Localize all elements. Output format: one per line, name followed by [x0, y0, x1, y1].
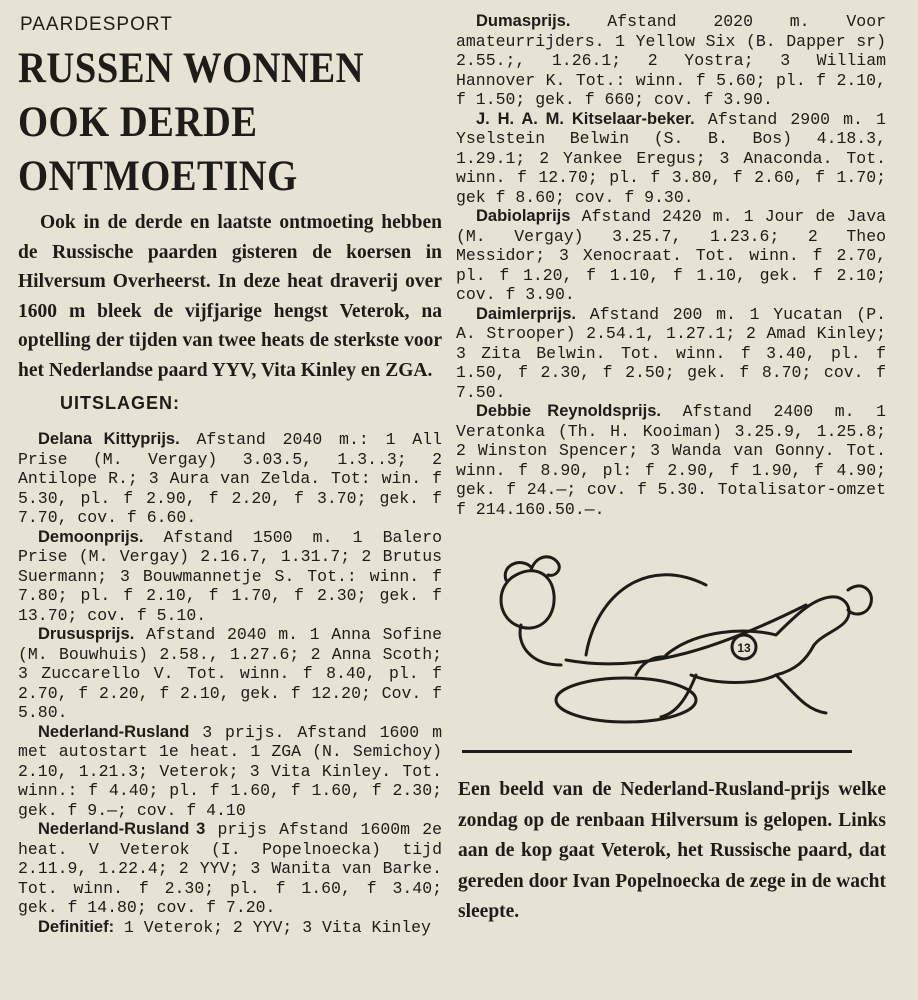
- race-details: 3 prijs. Afstand 1600 m met autostart 1e heat. 1 ZGA (N. Semichoy) 2.10, 1.21.3; Veterok; 3 Vita Kinley. Tot. winn.: f 4.40; pl. f 1.60, f 1.60, f 2.30; gek. f 9.—; cov. f 4.10: [18, 722, 442, 820]
- race-details: Afstand 2400 m. 1 Veratonka (Th. H. Kooiman) 3.25.9, 1.25.8; 2 Winston Spencer; 3 Wanda van Gonny. Tot. winn. f 8.90, pl: f 2.90, f 1.90, f 4.90; gek. f 24.—; cov. f 5.30. Totalisator-omzet f 214.160.50.—.: [456, 402, 887, 519]
- divider-rule: [462, 750, 852, 753]
- results-heading: UITSLAGEN:: [60, 393, 180, 413]
- race-details: Afstand 1500 m. 1 Balero Prise (M. Vergay) 2.16.7, 1.31.7; 2 Brutus Suermann; 3 Bouwmannetje S. Tot.: winn. f 7.80; pl. f 2.10, f 1.70, f 2.30; gek. f 13.70; cov. f 5.10.: [18, 527, 442, 625]
- cartoon-number: 13: [737, 641, 751, 655]
- race-details: Afstand 200 m. 1 Yucatan (P. A. Strooper) 2.54.1, 1.27.1; 2 Amad Kinley; 3 Zita Belwin. Tot. winn. f 3.40, pl. f 1.50, f 2.30, f 2.50; gek. f 8.70; cov. f 7.50.: [456, 304, 886, 402]
- driver-body: [520, 625, 561, 665]
- race-result: [456, 305, 886, 403]
- speed-puff: [848, 586, 871, 614]
- driver-head: [501, 571, 554, 628]
- sulky-wheel: [556, 678, 696, 722]
- race-result: [18, 918, 442, 938]
- horse-body: [666, 597, 849, 683]
- race-details: Afstand 2020 m. Voor amateurrijders. 1 Yellow Six (B. Dapper sr) 2.55.;, 1.26.1; 2 Yostra; 3 William Hannover K. Tot.: winn. f 5.60; pl. f 2.10, f 1.50; gek. f 660; cov. f 3.90.: [456, 12, 886, 109]
- race-name: Delana Kittyprijs.: [38, 430, 180, 448]
- race-result: [18, 723, 442, 821]
- horse-leg: [776, 675, 826, 713]
- race-details: Afstand 2040 m. 1 Anna Sofine (M. Bouwhuis) 2.58., 1.27.6; 2 Anna Scoth; 3 Zuccarello V. Tot. winn. f 8.40, pl. f 2.70, f 2.20, f 2.10, gek. f 12.20; Cov. f 5.80.: [18, 625, 442, 722]
- horse-race-cartoon: [476, 535, 876, 735]
- race-result: [18, 625, 442, 723]
- intro-paragraph: Ook in de derde en laatste ontmoeting hebben de Russische paarden gisteren de koersen in Hilversum Overheerst. In deze heat draverij over 1600 m bleek de vijfjarige hengst Veterok, na optelling der tijden van twee heats de sterkste voor het Nederlandse paard YYV, Vita Kinley en ZGA.: [18, 212, 442, 381]
- race-result: [456, 110, 886, 208]
- race-name: J. H. A. M. Kitselaar-beker.: [476, 109, 695, 128]
- race-details: Afstand 2420 m. 1 Jour de Java (M. Vergay) 3.25.7, 1.23.6; 2 Theo Messidor; 3 Xenocraat. Tot. winn. f 2.70, pl. f 1.20, f 1.10, f 1.10, gek. f 2.10; cov. f 3.90.: [456, 207, 886, 304]
- race-name: Demoonprijs.: [38, 527, 144, 546]
- race-result: [456, 402, 886, 519]
- race-name: Nederland-Rusland 3: [38, 820, 206, 838]
- race-result: [18, 528, 442, 626]
- race-result: [456, 207, 886, 305]
- race-details: Afstand 2040 m.: 1 All Prise (M. Vergay) 3.03.5, 1.3..3; 2 Antilope R.; 3 Aura van Zelda. Tot: win. f 5.30, pl. f 2.90, f 2.20, f 3.70; gek. f 7.70, cov. f 6.60.: [18, 430, 442, 527]
- race-details: 1 Veterok; 2 YYV; 3 Vita Kinley: [124, 917, 431, 937]
- race-result: [18, 430, 442, 528]
- race-details: Afstand 2900 m. 1 Yselstein Belwin (S. B. Bos) 4.18.3, 1.29.1; 2 Yankee Eregus; 3 Anaconda. Tot. winn. f 12.70; pl. f 3.80, f 2.60, f 1.70; gek f 8.60; cov. f 9.30.: [456, 109, 887, 207]
- race-name: Daimlerprijs.: [476, 304, 576, 323]
- race-name: Dumasprijs.: [476, 12, 571, 30]
- right-column: [456, 12, 886, 928]
- race-name: Definitief:: [38, 917, 115, 936]
- left-column: [18, 12, 442, 937]
- race-result: [456, 12, 886, 110]
- section-label: PAARDESPORT: [20, 14, 173, 35]
- race-name: Debbie Reynoldsprijs.: [476, 402, 661, 420]
- headline: RUSSEN WONNEN OOK DERDE ONTMOETING: [18, 45, 364, 200]
- photo-caption: Een beeld van de Nederland-Rusland-prijs welke zondag op de renbaan Hilversum is gelopen. Links aan de kop gaat Veterok, het Russische paard, dat gereden door Ivan Popelnoecka de zege in de wacht sleepte.: [458, 779, 886, 922]
- race-details: prijs Afstand 1600m 2e heat. V Veterok (I. Popelnoecka) tijd 2.11.9, 1.22.4; 2 YYV; 3 Wanita van Barke. Tot. winn. f 2.30; pl. f 1.60, f 3.40; gek. f 14.80; cov. f 7.20.: [18, 820, 442, 917]
- race-name: Nederland-Rusland: [38, 722, 190, 741]
- race-name: Drususprijs.: [38, 625, 135, 643]
- race-result: [18, 820, 442, 918]
- race-name: Dabiolaprijs: [476, 207, 571, 225]
